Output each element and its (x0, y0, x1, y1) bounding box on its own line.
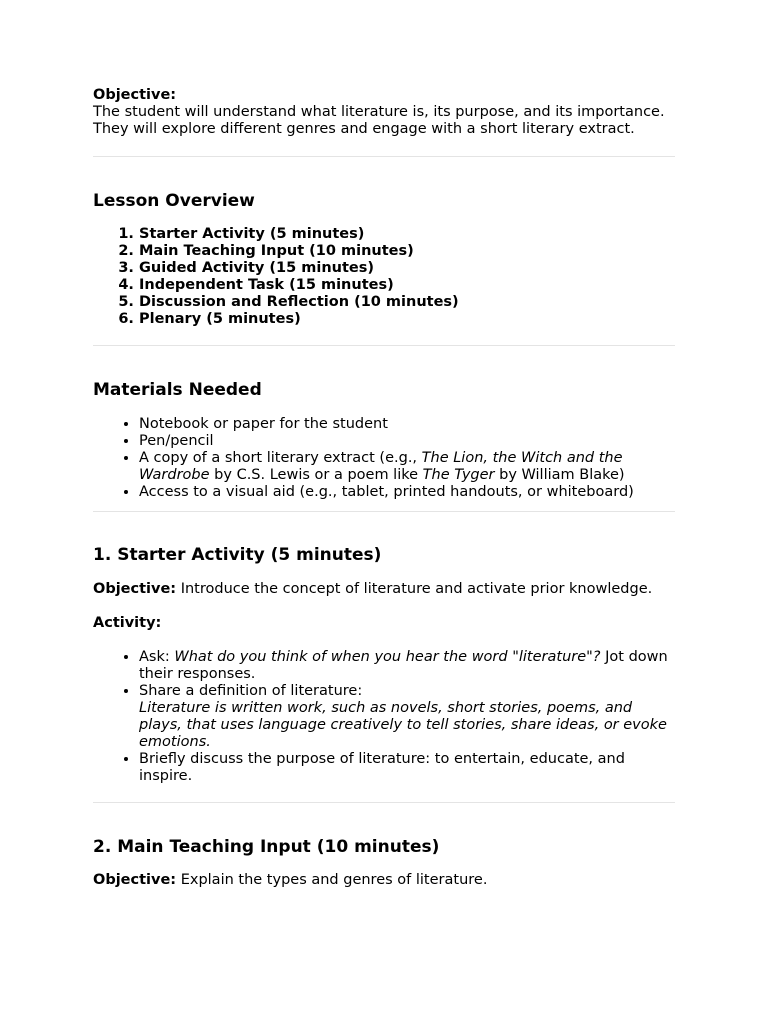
list-item: 4. Independent Task (15 minutes) (139, 277, 675, 294)
starter-objective (93, 581, 675, 598)
bullet-text: Ask: (139, 649, 175, 665)
activity-label: Activity: (93, 615, 162, 631)
objective-text: Explain the types and genres of literature. (176, 872, 488, 888)
list-item: • Notebook or paper for the student (139, 416, 675, 433)
materials-list (93, 416, 675, 501)
list-item: 2. Main Teaching Input (10 minutes) (139, 243, 675, 260)
definition-text: Literature is written work, such as novels, short stories, poems, and plays, that uses language creatively to tell stories, share ideas, or evoke emotions. (139, 700, 667, 750)
lesson-overview-list (93, 226, 675, 328)
main-teaching-objective (93, 872, 675, 889)
materials-text: A copy of a short literary extract (e.g., (139, 450, 422, 466)
starter-activity-heading: 1. Starter Activity (5 minutes) (93, 545, 382, 565)
bullet-text: Share a definition of literature: (139, 683, 363, 699)
list-item (139, 649, 675, 683)
list-item: 3. Guided Activity (15 minutes) (139, 260, 675, 277)
poem-title: The Tyger (422, 467, 495, 483)
list-item: 5. Discussion and Reflection (10 minutes) (139, 294, 675, 311)
book-title: The Lion, the Witch and the Wardrobe (139, 450, 623, 483)
materials-text: by William Blake) (494, 467, 625, 483)
objective-label: Objective: (93, 87, 177, 103)
list-item: 1. Starter Activity (5 minutes) (139, 226, 675, 243)
question-text: What do you think of when you hear the word "literature"? (174, 649, 601, 665)
bullet-text: Jot down their responses. (139, 649, 668, 682)
objective-label: Objective: (93, 872, 177, 888)
list-item: 6. Plenary (5 minutes) (139, 311, 675, 328)
list-item: • Pen/pencil (139, 433, 675, 450)
lesson-overview-heading: Lesson Overview (93, 191, 255, 211)
materials-heading: Materials Needed (93, 380, 262, 400)
list-item: • Briefly discuss the purpose of literature: to entertain, educate, and inspire. (139, 751, 675, 785)
document-content (93, 87, 675, 889)
list-item: • Access to a visual aid (e.g., tablet, printed handouts, or whiteboard) (139, 484, 675, 501)
list-item (139, 683, 675, 751)
main-teaching-heading: 2. Main Teaching Input (10 minutes) (93, 837, 440, 857)
list-item (139, 450, 675, 484)
objective-text: Introduce the concept of literature and activate prior knowledge. (176, 581, 653, 597)
starter-activity-list (93, 649, 675, 785)
objective-label: Objective: (93, 581, 177, 597)
objective-text: The student will understand what literature is, its purpose, and its importance. They will explore different genres and engage with a short literary extract. (93, 104, 665, 137)
materials-text: by C.S. Lewis or a poem like (209, 467, 423, 483)
